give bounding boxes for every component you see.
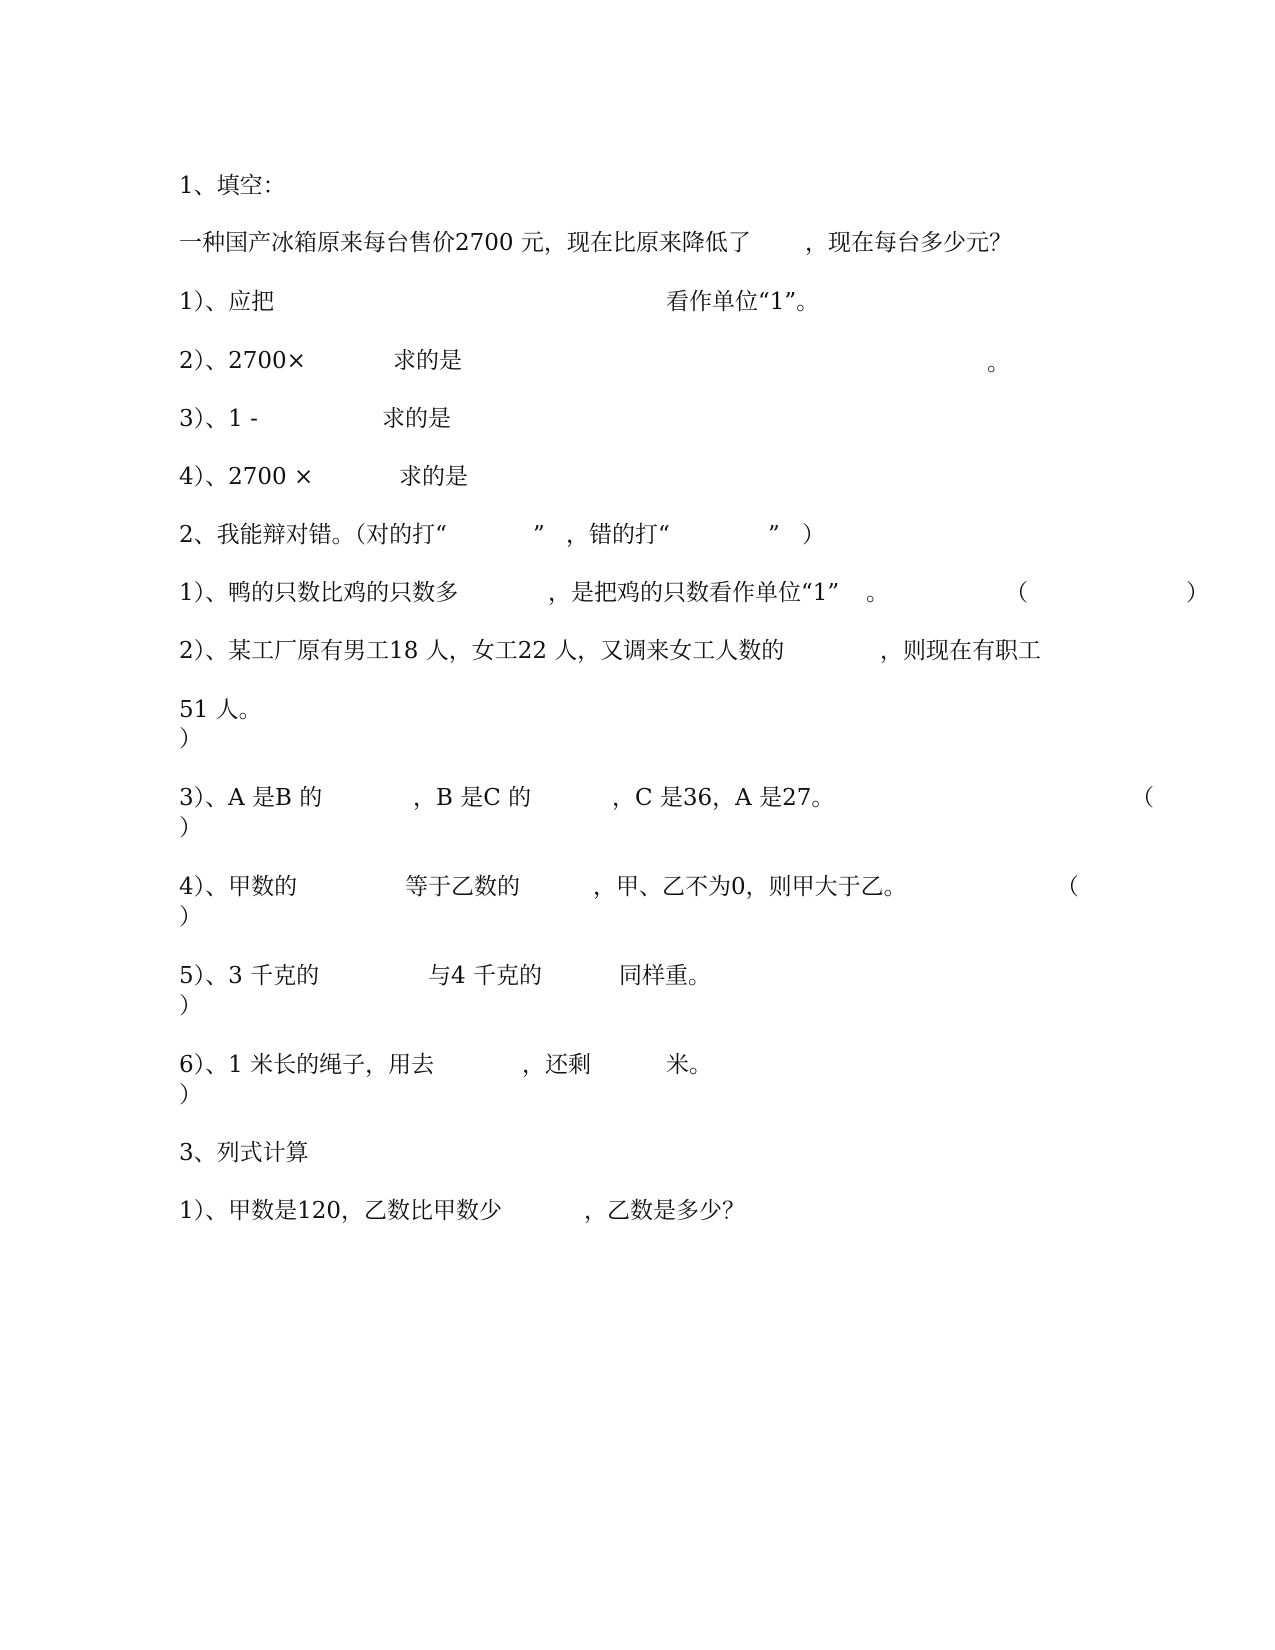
statement-6-paren-close: ） <box>179 1082 202 1108</box>
statement-4-a: 4）、甲数的 <box>179 874 298 900</box>
section-2-heading-a: 2、我能辩对错。（对的打“ <box>179 522 447 548</box>
statement-5-paren-close: ） <box>179 993 202 1019</box>
section-2-heading-c: ，错的打“ <box>566 522 670 548</box>
calc-q1-b: ，乙数是多少？ <box>584 1198 745 1224</box>
q2-middle: 求的是 <box>393 348 462 374</box>
statement-2-paren-close: ） <box>179 726 202 752</box>
q4-prefix: 4）、2700 × <box>179 464 314 490</box>
section-3-heading: 3、列式计算 <box>179 1140 309 1166</box>
statement-4-paren-close: ） <box>179 904 202 930</box>
q2-end: 。 <box>987 350 1010 376</box>
statement-1-c: 。 <box>866 580 889 606</box>
statement-3-a: 3）、A 是B 的 <box>179 785 323 811</box>
statement-1-paren-close: ） <box>1186 580 1209 606</box>
statement-6-c: 米。 <box>666 1052 712 1078</box>
section-2-heading-d: ” <box>768 522 780 548</box>
statement-1-b: ，是把鸡的只数看作单位“1” <box>548 580 840 606</box>
statement-3-c: ，C 是36，A 是27。 <box>612 785 835 811</box>
statement-1-a: 1）、鸭的只数比鸡的只数多 <box>179 580 459 606</box>
q1-suffix: 看作单位“1”。 <box>666 289 820 315</box>
section-2-heading-b: ” <box>533 522 545 548</box>
statement-5-a: 5）、3 千克的 <box>179 963 320 989</box>
statement-5-c: 同样重。 <box>619 963 711 989</box>
statement-3-paren-close: ） <box>179 815 202 841</box>
section-1-heading: 1、填空： <box>179 173 286 199</box>
statement-1-paren-open: （ <box>1005 580 1028 606</box>
statement-2-a: 2）、某工厂原有男工18 人，女工22 人，又调来女工人数的 <box>179 638 785 664</box>
q3-prefix: 3）、1 - <box>179 406 258 432</box>
q3-middle: 求的是 <box>382 406 451 432</box>
statement-4-c: ，甲、乙不为0，则甲大于乙。 <box>593 874 907 900</box>
statement-5-b: 与4 千克的 <box>428 963 542 989</box>
statement-6-a: 6）、1 米长的绳子，用去 <box>179 1052 435 1078</box>
statement-2-b: ，则现在有职工 <box>880 638 1041 664</box>
statement-2-line2: 51 人。 <box>179 697 262 723</box>
q1-prefix: 1）、应把 <box>179 289 275 315</box>
calc-q1-a: 1）、甲数是120，乙数比甲数少 <box>179 1198 503 1224</box>
problem-text-a: 一种国产冰箱原来每台售价2700 元，现在比原来降低了 <box>179 230 751 256</box>
q2-prefix: 2）、2700× <box>179 348 306 374</box>
statement-4-b: 等于乙数的 <box>405 874 520 900</box>
statement-3-paren-open: （ <box>1131 785 1154 811</box>
statement-3-b: ，B 是C 的 <box>413 785 532 811</box>
problem-text-b: ，现在每台多少元？ <box>805 230 1012 256</box>
section-2-heading-e: ） <box>802 522 825 548</box>
q4-middle: 求的是 <box>399 464 468 490</box>
statement-6-b: ，还剩 <box>522 1052 591 1078</box>
statement-4-paren-open: （ <box>1056 874 1079 900</box>
